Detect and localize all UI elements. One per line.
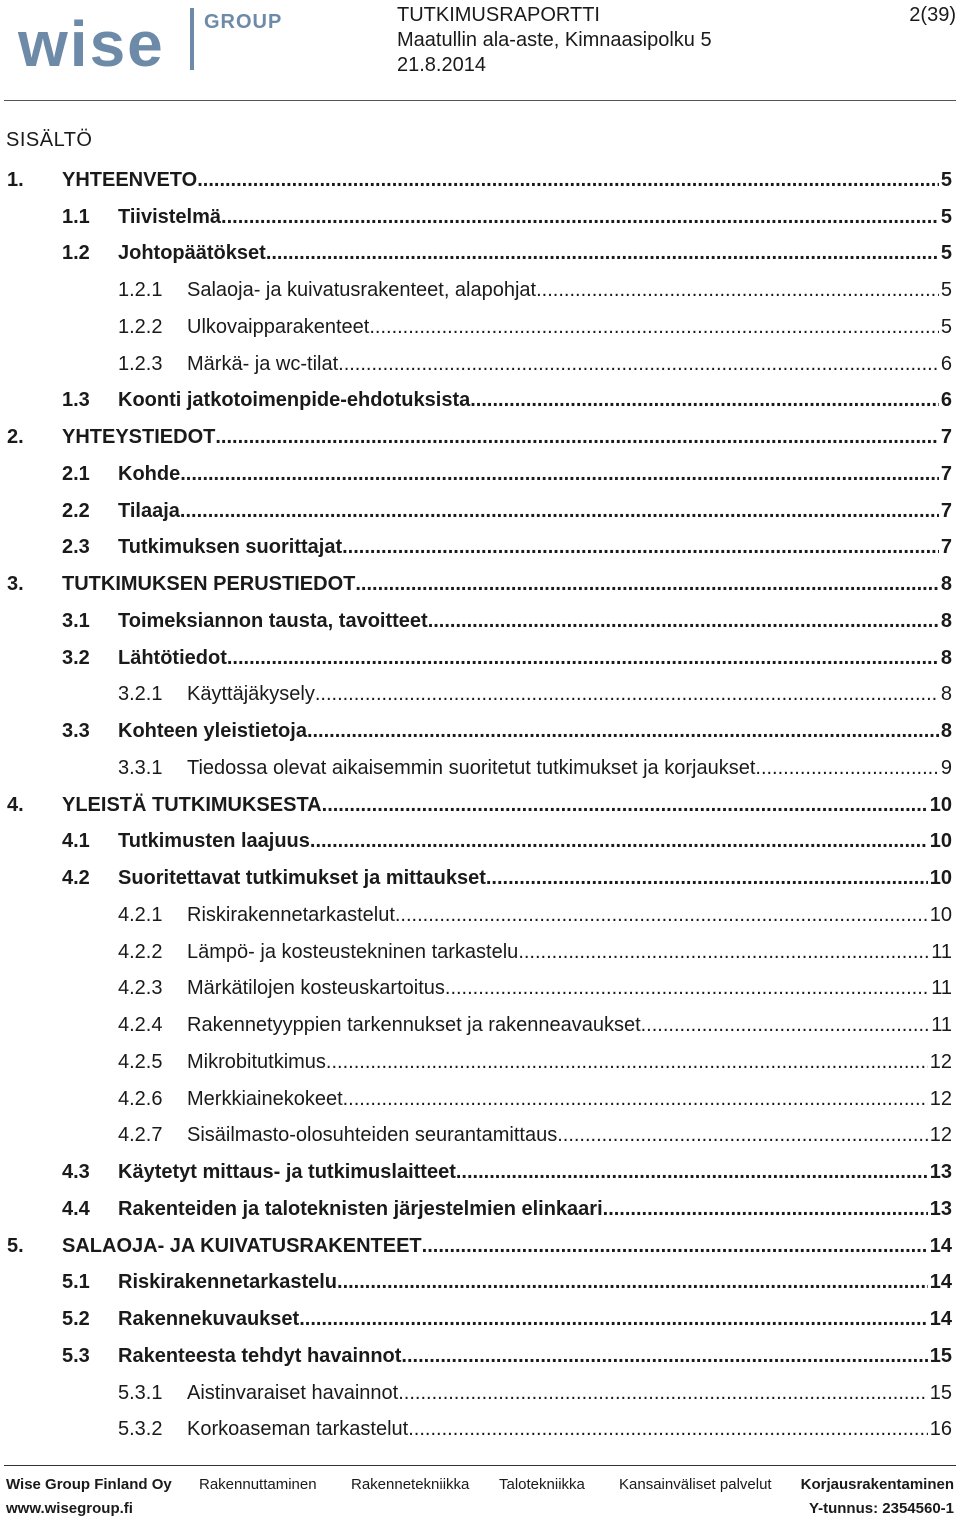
toc-entry[interactable] bbox=[0, 236, 960, 273]
toc-entry-line bbox=[118, 720, 952, 743]
toc-entry[interactable] bbox=[0, 199, 960, 236]
toc-entry-title: Rakenteiden ja taloteknisten järjestelmien elinkaari bbox=[118, 1197, 603, 1220]
toc-entry[interactable] bbox=[0, 713, 960, 750]
toc-entry-number: 4.2 bbox=[62, 867, 90, 890]
dot-leader bbox=[401, 1345, 927, 1368]
toc-entry-line bbox=[187, 757, 952, 780]
dot-leader bbox=[755, 757, 938, 780]
toc-entry-number: 5. bbox=[7, 1234, 24, 1257]
toc-entry-line bbox=[118, 1161, 952, 1184]
toc-entry-title: Aistinvaraiset havainnot bbox=[187, 1381, 399, 1404]
toc-entry-number: 3.3 bbox=[62, 720, 90, 743]
dot-leader bbox=[326, 1051, 928, 1074]
toc-entry-line bbox=[187, 977, 952, 1000]
dot-leader bbox=[180, 500, 939, 523]
toc-entry-page: 8 bbox=[940, 573, 952, 596]
toc-entry-number: 3.1 bbox=[62, 609, 90, 632]
toc-entry-number: 1.2.1 bbox=[118, 279, 163, 302]
toc-entry-page: 5 bbox=[940, 279, 952, 302]
toc-entry-page: 15 bbox=[929, 1344, 952, 1367]
toc-entry-number: 5.3.2 bbox=[118, 1418, 163, 1441]
toc-entry-page: 10 bbox=[929, 867, 952, 890]
toc-entry-number: 1.1 bbox=[62, 205, 90, 228]
toc-entry-title: Johtopäätökset bbox=[118, 242, 266, 265]
toc-entry-title: Riskirakennetarkastelu bbox=[118, 1271, 338, 1294]
toc-entry-number: 4.2.4 bbox=[118, 1014, 163, 1037]
toc-entry-line bbox=[118, 830, 952, 853]
footer-service: Talotekniikka bbox=[499, 1476, 585, 1493]
toc-entry-line bbox=[187, 683, 952, 706]
report-header bbox=[397, 3, 712, 78]
toc-entry-line bbox=[118, 500, 952, 523]
toc-entry[interactable] bbox=[0, 787, 960, 824]
toc-entry-page: 5 bbox=[940, 205, 952, 228]
toc-entry-page: 12 bbox=[929, 1050, 952, 1073]
toc-entry-title: Salaoja- ja kuivatusrakenteet, alapohjat bbox=[187, 279, 537, 302]
toc-entry-title: TUTKIMUKSEN PERUSTIEDOT bbox=[62, 573, 356, 596]
toc-entry-line bbox=[118, 206, 952, 229]
toc-entry[interactable] bbox=[0, 603, 960, 640]
toc-entry-title: Suoritettavat tutkimukset ja mittaukset bbox=[118, 867, 486, 890]
toc-entry-title: Tiedossa olevat aikaisemmin suoritetut tutkimukset ja korjaukset bbox=[187, 756, 756, 779]
dot-leader bbox=[355, 573, 939, 596]
table-of-contents bbox=[0, 162, 960, 1448]
toc-entry-line bbox=[187, 1088, 952, 1111]
toc-entry[interactable] bbox=[0, 971, 960, 1008]
toc-entry-page: 11 bbox=[931, 940, 952, 963]
toc-entry-number: 5.3 bbox=[62, 1344, 90, 1367]
toc-entry-line bbox=[118, 1271, 952, 1294]
toc-entry-title: Märkä- ja wc-tilat bbox=[187, 352, 339, 375]
toc-entry-line bbox=[187, 1382, 952, 1405]
dot-leader bbox=[322, 794, 928, 817]
dot-leader bbox=[395, 904, 928, 927]
toc-entry-line bbox=[118, 389, 952, 412]
toc-entry[interactable] bbox=[0, 1228, 960, 1265]
toc-entry-page: 8 bbox=[940, 720, 952, 743]
toc-entry-title: Toimeksiannon tausta, tavoitteet bbox=[118, 609, 428, 632]
dot-leader bbox=[369, 316, 939, 339]
toc-entry-line bbox=[187, 279, 952, 302]
toc-entry-title: YLEISTÄ TUTKIMUKSESTA bbox=[62, 793, 322, 816]
dot-leader bbox=[603, 1198, 928, 1221]
toc-entry-number: 3.2 bbox=[62, 646, 90, 669]
toc-entry[interactable] bbox=[0, 383, 960, 420]
toc-entry-page: 8 bbox=[940, 683, 952, 706]
toc-entry-line bbox=[62, 426, 952, 449]
toc-entry[interactable] bbox=[0, 1081, 960, 1118]
toc-entry[interactable] bbox=[0, 1044, 960, 1081]
toc-entry-number: 4.2.5 bbox=[118, 1050, 163, 1073]
toc-entry-title: Kohteen yleistietoja bbox=[118, 720, 307, 743]
toc-entry-title: Ulkovaipparakenteet bbox=[187, 315, 370, 338]
toc-entry-page: 9 bbox=[940, 756, 952, 779]
toc-entry[interactable] bbox=[0, 346, 960, 383]
toc-entry-page: 6 bbox=[940, 352, 952, 375]
toc-entry-number: 4.2.3 bbox=[118, 977, 163, 1000]
toc-entry-page: 7 bbox=[940, 462, 952, 485]
footer-service: Rakennuttaminen bbox=[199, 1476, 317, 1493]
toc-entry-line bbox=[62, 794, 952, 817]
toc-entry[interactable] bbox=[0, 1338, 960, 1375]
toc-entry-title: Mikrobitutkimus bbox=[187, 1050, 326, 1073]
logo-divider bbox=[190, 8, 194, 70]
toc-entry-page: 11 bbox=[931, 977, 952, 1000]
toc-entry-line bbox=[187, 1051, 952, 1074]
report-address: Maatullin ala-aste, Kimnaasipolku 5 bbox=[397, 29, 712, 51]
toc-entry-number: 2.2 bbox=[62, 499, 90, 522]
toc-entry-page: 14 bbox=[929, 1271, 952, 1294]
toc-entry-number: 3.2.1 bbox=[118, 683, 163, 706]
toc-entry-title: Merkkiainekokeet bbox=[187, 1087, 343, 1110]
toc-entry-line bbox=[118, 463, 952, 486]
toc-entry-page: 7 bbox=[940, 536, 952, 559]
toc-entry[interactable] bbox=[0, 750, 960, 787]
toc-entry-number: 4.2.1 bbox=[118, 903, 163, 926]
footer-company: Wise Group Finland Oy bbox=[6, 1476, 172, 1493]
toc-entry-line bbox=[118, 536, 952, 559]
toc-entry-number: 3. bbox=[7, 573, 24, 596]
dot-leader bbox=[342, 536, 939, 559]
toc-entry-title: Kohde bbox=[118, 462, 181, 485]
footer-divider bbox=[4, 1465, 956, 1466]
report-date: 21.8.2014 bbox=[397, 54, 486, 76]
toc-entry-line bbox=[118, 1198, 952, 1221]
toc-entry-number: 5.2 bbox=[62, 1308, 90, 1331]
toc-entry-line bbox=[62, 169, 952, 192]
dot-leader bbox=[486, 867, 928, 890]
toc-entry[interactable] bbox=[0, 1375, 960, 1412]
footer-row-services bbox=[6, 1476, 954, 1498]
dot-leader bbox=[456, 1161, 928, 1184]
toc-entry[interactable] bbox=[0, 1007, 960, 1044]
toc-entry-title: Käytetyt mittaus- ja tutkimuslaitteet bbox=[118, 1161, 456, 1184]
toc-entry-page: 12 bbox=[929, 1087, 952, 1110]
toc-entry-title: YHTEENVETO bbox=[62, 168, 198, 191]
toc-entry-number: 1. bbox=[7, 168, 24, 191]
toc-entry[interactable] bbox=[0, 1412, 960, 1449]
toc-entry-page: 8 bbox=[940, 646, 952, 669]
toc-entry[interactable] bbox=[0, 677, 960, 714]
dot-leader bbox=[422, 1235, 928, 1258]
toc-entry-title: Riskirakennetarkastelut bbox=[187, 903, 395, 926]
toc-entry-number: 4. bbox=[7, 793, 24, 816]
toc-entry[interactable] bbox=[0, 566, 960, 603]
footer-service: Korjausrakentaminen bbox=[800, 1476, 954, 1493]
dot-leader bbox=[307, 720, 939, 743]
logo-group-text: GROUP bbox=[204, 11, 283, 33]
toc-entry-page: 11 bbox=[931, 1014, 952, 1037]
toc-entry-line bbox=[118, 610, 952, 633]
footer-row-contact bbox=[6, 1500, 954, 1522]
toc-entry[interactable] bbox=[0, 272, 960, 309]
toc-entry[interactable] bbox=[0, 162, 960, 199]
footer-business-id: Y-tunnus: 2354560-1 bbox=[808, 1500, 954, 1517]
dot-leader bbox=[338, 353, 939, 376]
toc-entry-page: 7 bbox=[940, 499, 952, 522]
toc-entry-title: Tilaaja bbox=[118, 499, 180, 522]
dot-leader bbox=[310, 830, 928, 853]
toc-entry-title: Korkoaseman tarkastelut bbox=[187, 1418, 409, 1441]
toc-entry[interactable] bbox=[0, 897, 960, 934]
toc-entry-number: 2.1 bbox=[62, 462, 90, 485]
toc-entry-page: 10 bbox=[929, 793, 952, 816]
toc-entry[interactable] bbox=[0, 1265, 960, 1302]
toc-entry-line bbox=[187, 904, 952, 927]
toc-entry-page: 13 bbox=[929, 1161, 952, 1184]
toc-entry[interactable] bbox=[0, 1191, 960, 1228]
toc-entry-number: 3.3.1 bbox=[118, 756, 163, 779]
toc-entry-number: 1.2.2 bbox=[118, 315, 163, 338]
dot-leader bbox=[343, 1088, 928, 1111]
toc-entry-page: 15 bbox=[929, 1381, 952, 1404]
footer-service: Rakennetekniikka bbox=[351, 1476, 470, 1493]
toc-entry[interactable] bbox=[0, 456, 960, 493]
toc-entry[interactable] bbox=[0, 934, 960, 971]
wise-group-logo bbox=[18, 4, 288, 74]
footer-service: Kansainväliset palvelut bbox=[619, 1476, 772, 1493]
toc-entry-line bbox=[187, 1124, 952, 1147]
toc-entry-line bbox=[187, 1014, 952, 1037]
toc-entry-number: 5.3.1 bbox=[118, 1381, 163, 1404]
toc-entry-number: 2.3 bbox=[62, 536, 90, 559]
toc-entry-number: 1.2.3 bbox=[118, 352, 163, 375]
toc-entry-page: 12 bbox=[929, 1124, 952, 1147]
dot-leader bbox=[641, 1014, 930, 1037]
toc-entry-number: 5.1 bbox=[62, 1271, 90, 1294]
toc-entry-page: 14 bbox=[929, 1234, 952, 1257]
dot-leader bbox=[197, 169, 939, 192]
toc-entry-line bbox=[187, 1418, 952, 1441]
toc-entry-line bbox=[118, 242, 952, 265]
toc-entry-title: Rakenteesta tehdyt havainnot bbox=[118, 1344, 402, 1367]
toc-entry-page: 7 bbox=[940, 426, 952, 449]
toc-entry-number: 2. bbox=[7, 426, 24, 449]
report-type: TUTKIMUSRAPORTTI bbox=[397, 4, 600, 26]
toc-entry-title: Tiivistelmä bbox=[118, 205, 222, 228]
toc-entry-number: 4.2.6 bbox=[118, 1087, 163, 1110]
toc-entry-line bbox=[187, 353, 952, 376]
toc-entry-number: 1.3 bbox=[62, 389, 90, 412]
toc-entry[interactable] bbox=[0, 1301, 960, 1338]
toc-entry-page: 6 bbox=[940, 389, 952, 412]
dot-leader bbox=[266, 242, 939, 265]
toc-entry-page: 10 bbox=[929, 830, 952, 853]
toc-entry-title: Koonti jatkotoimenpide-ehdotuksista bbox=[118, 389, 471, 412]
toc-entry-line bbox=[187, 316, 952, 339]
dot-leader bbox=[315, 683, 939, 706]
dot-leader bbox=[398, 1382, 928, 1405]
page-number: 2(39) bbox=[909, 4, 956, 26]
toc-entry-title: Sisäilmasto-olosuhteiden seurantamittaus bbox=[187, 1124, 558, 1147]
toc-entry-page: 13 bbox=[929, 1197, 952, 1220]
toc-entry[interactable] bbox=[0, 309, 960, 346]
toc-entry-title: Lämpö- ja kosteustekninen tarkastelu bbox=[187, 940, 519, 963]
toc-entry-title: Rakennetyyppien tarkennukset ja rakenneavaukset bbox=[187, 1014, 641, 1037]
toc-entry-number: 4.1 bbox=[62, 830, 90, 853]
toc-entry-line bbox=[62, 573, 952, 596]
toc-entry[interactable] bbox=[0, 1118, 960, 1155]
toc-heading: SISÄLTÖ bbox=[6, 129, 93, 151]
toc-entry-title: YHTEYSTIEDOT bbox=[62, 426, 216, 449]
header-divider bbox=[4, 100, 956, 101]
toc-entry-number: 4.3 bbox=[62, 1161, 90, 1184]
dot-leader bbox=[557, 1124, 928, 1147]
dot-leader bbox=[221, 206, 939, 229]
dot-leader bbox=[299, 1308, 928, 1331]
toc-entry-page: 5 bbox=[940, 168, 952, 191]
toc-entry-line bbox=[118, 1345, 952, 1368]
toc-entry-page: 8 bbox=[940, 609, 952, 632]
toc-entry-title: Lähtötiedot bbox=[118, 646, 227, 669]
dot-leader bbox=[470, 389, 939, 412]
toc-entry[interactable] bbox=[0, 493, 960, 530]
toc-entry[interactable] bbox=[0, 824, 960, 861]
toc-entry-number: 4.2.2 bbox=[118, 940, 163, 963]
toc-entry[interactable] bbox=[0, 419, 960, 456]
toc-entry[interactable] bbox=[0, 1154, 960, 1191]
dot-leader bbox=[337, 1271, 928, 1294]
dot-leader bbox=[428, 610, 939, 633]
toc-entry-number: 1.2 bbox=[62, 242, 90, 265]
toc-entry[interactable] bbox=[0, 530, 960, 567]
toc-entry-page: 10 bbox=[929, 903, 952, 926]
toc-entry-page: 5 bbox=[940, 315, 952, 338]
toc-entry[interactable] bbox=[0, 860, 960, 897]
toc-entry-line bbox=[62, 1235, 952, 1258]
toc-entry-number: 4.2.7 bbox=[118, 1124, 163, 1147]
toc-entry-title: Tutkimuksen suorittajat bbox=[118, 536, 343, 559]
toc-entry[interactable] bbox=[0, 640, 960, 677]
logo-wordmark: wise bbox=[18, 8, 165, 74]
footer-website: www.wisegroup.fi bbox=[6, 1500, 133, 1517]
toc-entry-line bbox=[187, 941, 952, 964]
dot-leader bbox=[408, 1418, 928, 1441]
toc-entry-line bbox=[118, 647, 952, 670]
toc-entry-page: 5 bbox=[940, 242, 952, 265]
toc-entry-line bbox=[118, 867, 952, 890]
dot-leader bbox=[536, 279, 939, 302]
toc-entry-title: SALAOJA- JA KUIVATUSRAKENTEET bbox=[62, 1234, 422, 1257]
dot-leader bbox=[445, 977, 929, 1000]
dot-leader bbox=[180, 463, 939, 486]
toc-entry-title: Märkätilojen kosteuskartoitus bbox=[187, 977, 445, 1000]
toc-entry-number: 4.4 bbox=[62, 1197, 90, 1220]
toc-entry-title: Rakennekuvaukset bbox=[118, 1308, 300, 1331]
toc-entry-page: 14 bbox=[929, 1308, 952, 1331]
toc-entry-title: Käyttäjäkysely bbox=[187, 683, 315, 706]
dot-leader bbox=[215, 426, 939, 449]
toc-entry-title: Tutkimusten laajuus bbox=[118, 830, 310, 853]
dot-leader bbox=[518, 941, 929, 964]
dot-leader bbox=[227, 647, 939, 670]
toc-entry-page: 16 bbox=[929, 1418, 952, 1441]
toc-entry-line bbox=[118, 1308, 952, 1331]
